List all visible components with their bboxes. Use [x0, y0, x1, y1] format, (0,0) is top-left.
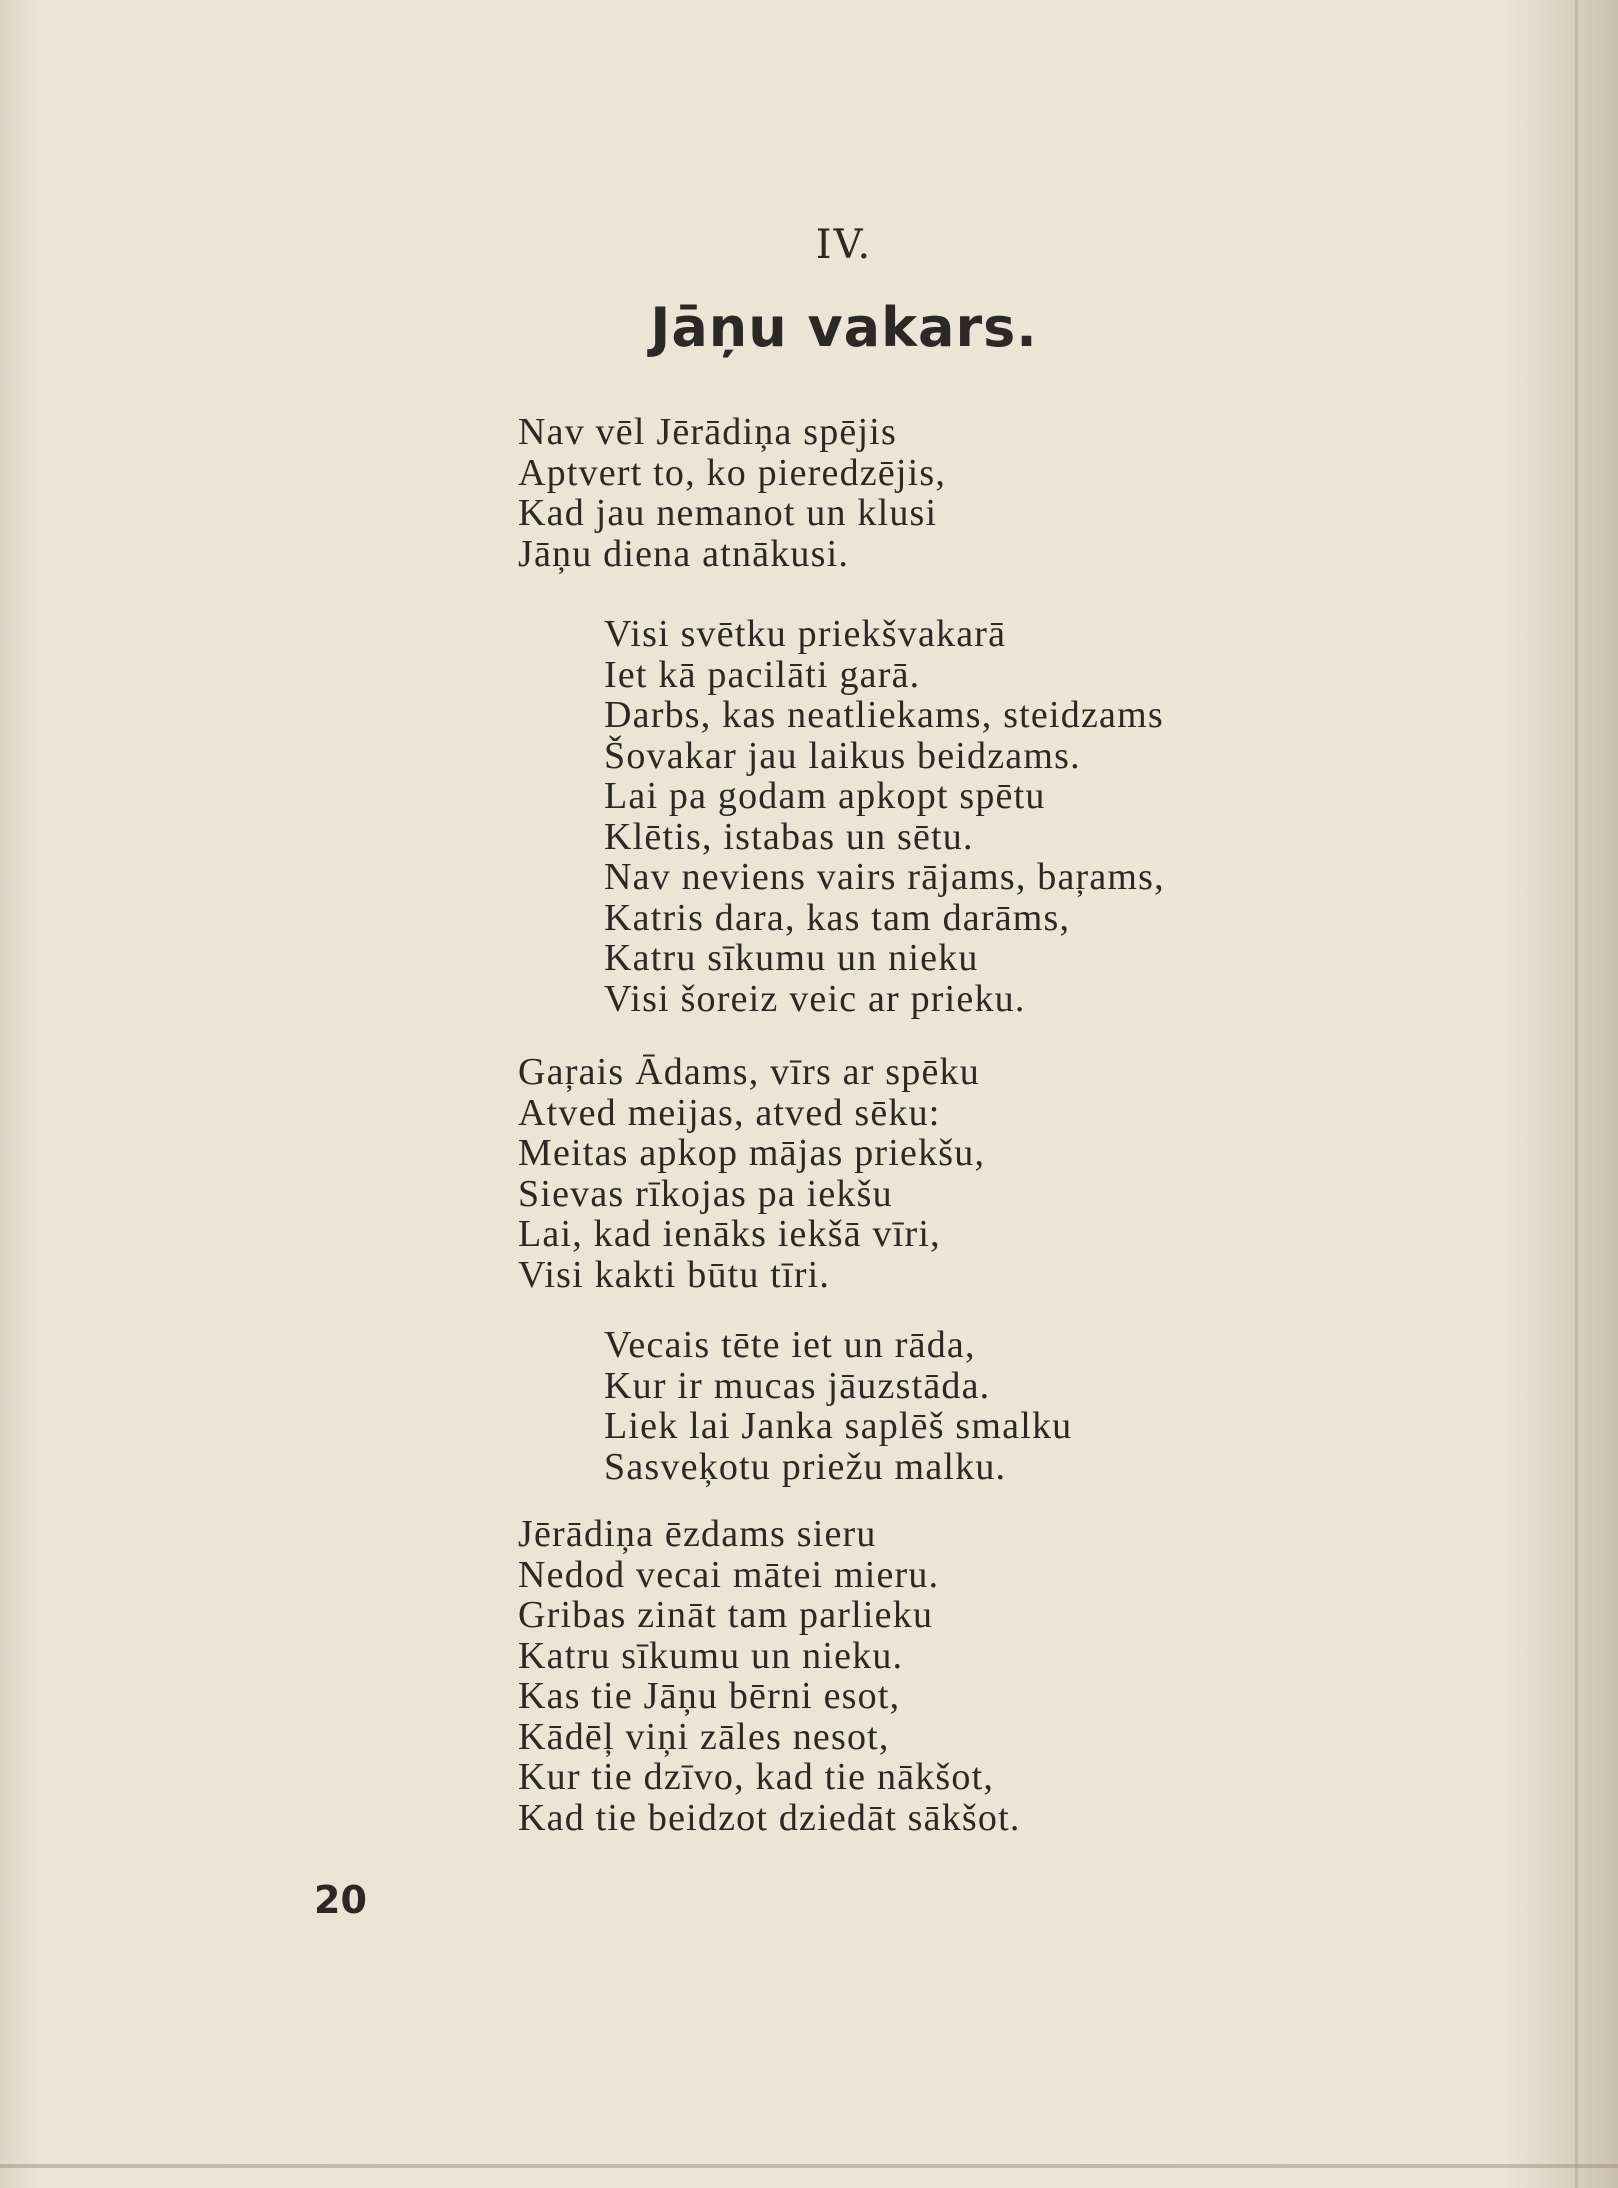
- verse-line: Katru sīkumu un nieku.: [518, 1634, 904, 1677]
- verse-line: Visi šoreiz veic ar prieku.: [604, 977, 1026, 1020]
- verse-line: Jāņu diena atnākusi.: [518, 532, 850, 575]
- verse-line: Visi kakti būtu tīri.: [518, 1253, 831, 1296]
- page-bottom-edge: [0, 2164, 1618, 2168]
- verse-line: Aptvert to, ko pieredzējis,: [518, 451, 947, 494]
- page-number: 20: [314, 1878, 367, 1922]
- verse-line: Nav vēl Jērādiņa spējis: [518, 411, 897, 453]
- verse-line: Kur tie dzīvo, kad tie nākšot,: [518, 1756, 995, 1798]
- stanza-1: [518, 412, 946, 574]
- verse-line: Sasveķotu priežu malku.: [604, 1445, 1007, 1488]
- stanza-3: [518, 1052, 985, 1295]
- verse-line: Darbs, kas neatliekams, steidzams: [604, 694, 1164, 736]
- verse-line: Atved meijas, atved sēku:: [518, 1091, 941, 1134]
- verse-line: Klētis, istabas un sētu.: [604, 815, 974, 858]
- verse-line: Kur ir mucas jāuzstāda.: [604, 1364, 991, 1407]
- verse-line: Kas tie Jāņu bērni esot,: [518, 1675, 901, 1717]
- verse-line: Katris dara, kas tam darāms,: [604, 896, 1071, 939]
- verse-line: Vecais tēte iet un rāda,: [604, 1324, 976, 1366]
- verse-line: Liek lai Janka saplēš smalku: [604, 1405, 1073, 1447]
- verse-line: Gribas zināt tam parlieku: [518, 1594, 934, 1636]
- verse-line: Lai, kad ienāks iekšā vīri,: [518, 1213, 941, 1255]
- stanza-5: [518, 1514, 1021, 1838]
- chapter-number: IV.: [815, 222, 873, 268]
- verse-line: Šovakar jau laikus beidzams.: [604, 734, 1081, 777]
- verse-line: Meitas apkop mājas priekšu,: [518, 1132, 986, 1174]
- verse-line: Lai pa godam apkopt spētu: [604, 775, 1046, 817]
- verse-line: Nav neviens vairs rājams, baŗams,: [604, 856, 1165, 898]
- verse-line: Sievas rīkojas pa iekšu: [518, 1172, 893, 1215]
- stanza-2: [604, 614, 1165, 1019]
- verse-line: Kad tie beidzot dziedāt sākšot.: [518, 1796, 1021, 1839]
- verse-line: Kādēļ viņi zāles nesot,: [518, 1715, 890, 1758]
- verse-line: Kad jau nemanot un klusi: [518, 492, 938, 534]
- verse-line: Iet kā pacilāti garā.: [604, 653, 921, 696]
- verse-line: Katru sīkumu un nieku: [604, 937, 979, 979]
- verse-line: Visi svētku priekšvakarā: [604, 613, 1007, 655]
- verse-line: Gaŗais Ādams, vīrs ar spēku: [518, 1051, 980, 1093]
- verse-line: Jērādiņa ēzdams sieru: [518, 1513, 877, 1555]
- stanza-4: [604, 1325, 1072, 1487]
- chapter-title: Jāņu vakars.: [650, 296, 1038, 359]
- verse-line: Nedod vecai mātei mieru.: [518, 1553, 940, 1596]
